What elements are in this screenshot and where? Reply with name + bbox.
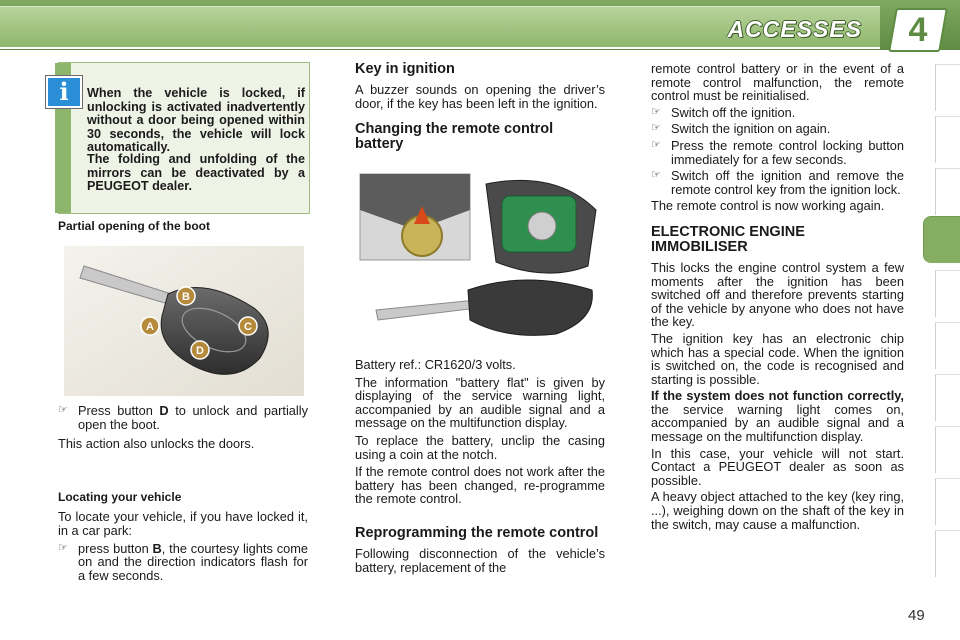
side-tab-active[interactable] <box>923 216 960 263</box>
battery-heading: Changing the remote control battery <box>355 121 554 153</box>
locating-bullet-text: press button <box>78 540 149 556</box>
reprogramming-text: Following disconnection of the vehicle’s battery, replacement of the <box>355 545 605 575</box>
info-icon: i <box>46 76 82 108</box>
right-column <box>651 62 904 531</box>
immobiliser-paragraph: A heavy object attached to the key (key ring, ...), weighing down on the shaft of the key in the switch, may cause a malfunction. <box>651 489 904 532</box>
side-tab[interactable] <box>935 64 960 111</box>
boot-instruction <box>58 404 308 431</box>
reinit-step <box>651 169 904 196</box>
pointing-hand-icon: ☞ <box>651 122 661 135</box>
reinit-step <box>651 139 904 166</box>
pointing-hand-icon: ☞ <box>651 138 661 151</box>
side-tab[interactable] <box>935 478 960 525</box>
immobiliser-heading: ELECTRONIC ENGINE IMMOBILISER <box>651 223 805 255</box>
reinit-intro: remote control battery or in the event of a remote control malfunction, the remote control must be reinitialised. <box>651 61 904 104</box>
side-tab[interactable] <box>935 270 960 317</box>
page-number: 49 <box>908 607 925 624</box>
svg-text:D: D <box>196 345 204 357</box>
immobiliser-warning-bold: If the system does not function correctly, <box>651 388 904 404</box>
chapter-number-badge <box>888 8 948 52</box>
key-button-a <box>141 317 159 335</box>
reinit-step-text: Press the remote control locking button immediately for a few seconds. <box>671 137 904 167</box>
reprogramming-heading: Reprogramming the remote control <box>355 524 599 541</box>
boot-heading: Partial opening of the boot <box>58 219 210 233</box>
battery-ref: Battery ref.: CR1620/3 volts. <box>355 357 516 372</box>
reinit-step <box>651 106 904 120</box>
chapter-number: 4 <box>908 11 928 49</box>
battery-paragraph: To replace the battery, unclip the casing using a coin at the notch. <box>355 432 605 462</box>
key-ignition-text: A buzzer sounds on opening the driver’s door, if the key has been left in the ignition. <box>355 82 605 111</box>
immobiliser-warning <box>651 389 904 443</box>
pointing-hand-icon: ☞ <box>651 105 661 118</box>
locating-bullet-text: , the courtesy lights come on and the direction indicators flash for a few seconds. <box>78 540 308 583</box>
button-d-label: D <box>159 403 169 418</box>
remote-key-illustration <box>64 246 304 396</box>
immobiliser-paragraph: This locks the engine control system a few moments after the ignition has been switched off and therefore prevents starting of the vehicle by anyone who does not have the key. <box>651 259 904 330</box>
info-box <box>58 62 310 214</box>
immobiliser-warning-text: the service warning light comes on, accompanied by an audible signal and a message on the multifunction display. <box>651 401 904 445</box>
pointing-hand-icon: ☞ <box>58 541 68 554</box>
reinit-step-text: Switch the ignition on again. <box>671 121 831 137</box>
svg-text:C: C <box>244 321 252 333</box>
battery-paragraph: If the remote control does not work after the battery has been changed, re-programme the remote control. <box>355 464 605 507</box>
side-tab[interactable] <box>935 168 960 215</box>
side-tab[interactable] <box>935 322 960 369</box>
key-button-c <box>239 317 257 335</box>
key-button-d <box>191 341 209 359</box>
pointing-hand-icon: ☞ <box>651 169 661 182</box>
button-b-label: B <box>152 540 162 556</box>
boot-bullet-text: Press button <box>78 403 153 418</box>
left-column <box>58 220 308 234</box>
boot-note: This action also unlocks the doors. <box>58 436 255 452</box>
chapter-side-tabs <box>930 64 960 574</box>
coin-cell-battery <box>528 212 556 240</box>
key-ignition-heading: Key in ignition <box>355 61 455 77</box>
info-paragraph: When the vehicle is locked, if unlocking is activated inadvertently without a door being opened within 30 seconds, the vehicle will lock automatically. <box>87 86 305 154</box>
battery-replacement-illustration <box>356 170 606 348</box>
side-tab[interactable] <box>935 426 960 473</box>
reinit-outro: The remote control is now working again. <box>651 198 885 214</box>
middle-column <box>355 62 605 152</box>
side-tab[interactable] <box>935 116 960 163</box>
immobiliser-paragraph: In this case, your vehicle will not start. Contact a PEUGEOT dealer as soon as possible. <box>651 445 904 488</box>
left-column-text <box>58 404 308 582</box>
immobiliser-paragraph: The ignition key has an electronic chip which has a special code. When the ignition is switched on, the code is recognised and starting is possible. <box>651 330 904 387</box>
battery-paragraph: The information "battery flat" is given by displaying of the service warning light, accompanied by an audible signal and a message on the multifunction display. <box>355 374 605 431</box>
locating-heading: Locating your vehicle <box>58 489 182 504</box>
svg-text:B: B <box>182 291 190 303</box>
locating-instruction <box>58 542 308 583</box>
svg-text:A: A <box>146 321 154 333</box>
reinit-step-text: Switch off the ignition and remove the remote control key from the ignition lock. <box>671 168 904 197</box>
side-tab[interactable] <box>935 374 960 421</box>
pointing-hand-icon: ☞ <box>58 404 68 416</box>
reinit-step <box>651 122 904 136</box>
key-button-b <box>177 287 195 305</box>
reinit-step-text: Switch off the ignition. <box>671 104 796 120</box>
info-paragraph: The folding and unfolding of the mirrors can be deactivated by a PEUGEOT dealer. <box>87 152 305 193</box>
boot-bullet-text: to unlock and partially open the boot. <box>78 403 308 432</box>
side-tab[interactable] <box>935 530 960 577</box>
chapter-title: ACCESSES <box>727 16 862 42</box>
middle-column-text <box>355 358 605 574</box>
locating-text: To locate your vehicle, if you have locked it, in a car park: <box>58 509 308 538</box>
